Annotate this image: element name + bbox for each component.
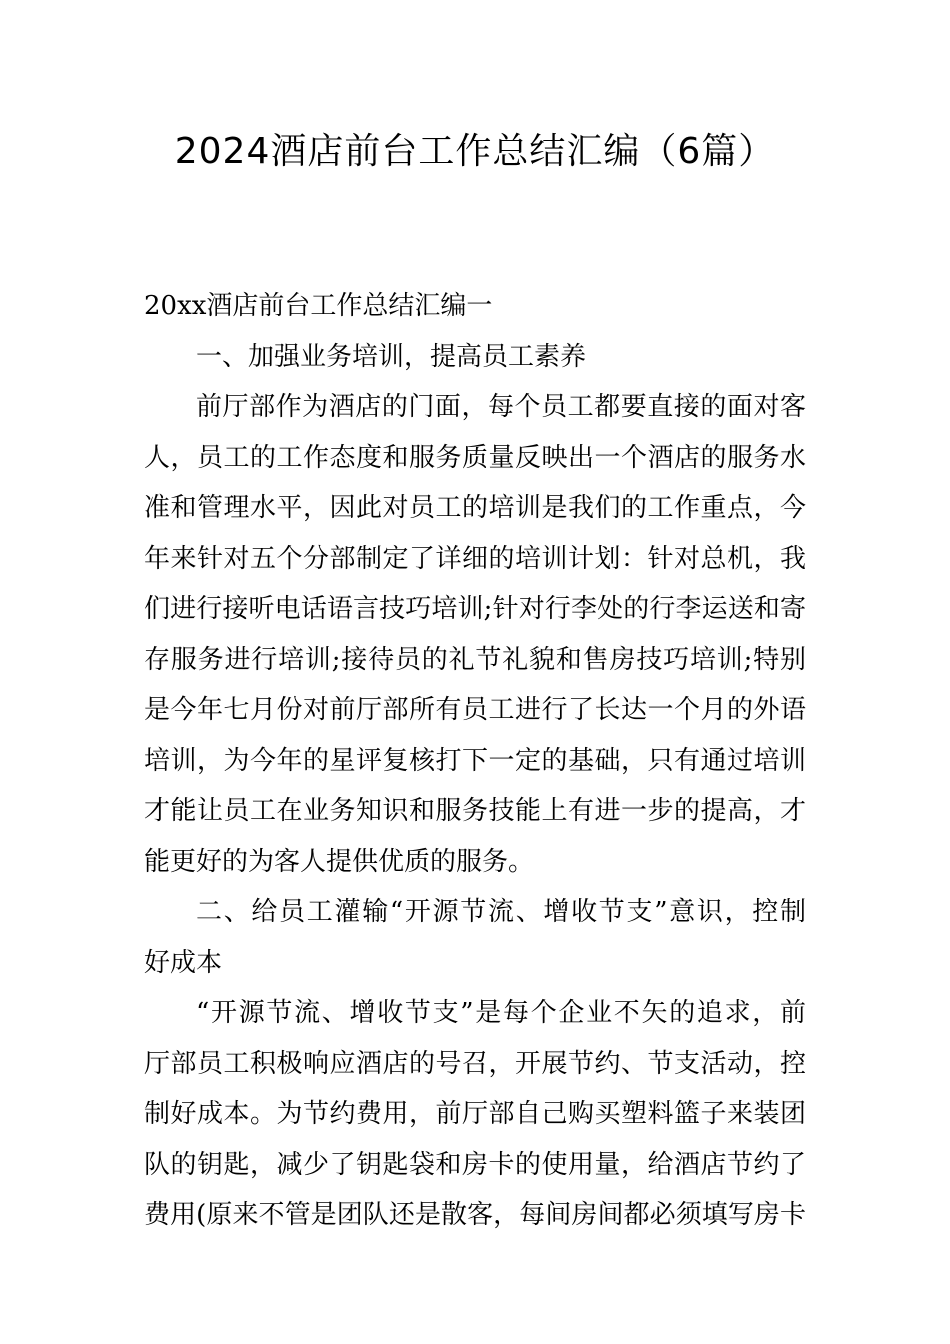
paragraph-line: 才能让员工在业务知识和服务技能上有进一步的提高，才: [144, 796, 806, 826]
paragraph-line: 是今年七月份对前厅部所有员工进行了长达一个月的外语: [144, 695, 806, 725]
paragraph-line: 准和管理水平，因此对员工的培训是我们的工作重点，今: [144, 493, 806, 523]
section-heading: 20xx酒店前台工作总结汇编一: [144, 291, 493, 321]
paragraph-line: 人，员工的工作态度和服务质量反映出一个酒店的服务水: [144, 442, 806, 473]
subheading-cost-line: 二、给员工灌输“开源节流、增收节支”意识，控制: [196, 897, 806, 927]
paragraph-line: 存服务进行培训;接待员的礼节礼貌和售房技巧培训;特别: [144, 644, 806, 675]
subheading-training: 一、加强业务培训，提高员工素养: [196, 341, 587, 372]
paragraph-line: 厅部员工积极响应酒店的号召，开展节约、节支活动，控: [144, 1048, 806, 1079]
document-title: 2024酒店前台工作总结汇编（6篇）: [174, 131, 776, 172]
paragraph-line: 费用(原来不管是团队还是散客，每间房间都必须填写房卡: [144, 1200, 806, 1230]
paragraph-line: “开源节流、增收节支”是每个企业不矢的追求，前: [196, 998, 806, 1028]
paragraph-line: 年来针对五个分部制定了详细的培训计划：针对总机，我: [144, 543, 806, 574]
subheading-cost-line: 好成本: [144, 947, 223, 978]
paragraph-line: 培训，为今年的星评复核打下一定的基础，只有通过培训: [144, 745, 806, 776]
paragraph-line: 能更好的为客人提供优质的服务。: [144, 846, 535, 877]
paragraph-line: 制好成本。为节约费用，前厅部自己购买塑料篮子来装团: [144, 1099, 806, 1129]
paragraph-line: 前厅部作为酒店的门面，每个员工都要直接的面对客: [196, 392, 806, 422]
document-body: [144, 281, 806, 1241]
paragraph-line: 们进行接听电话语言技巧培训;针对行李处的行李运送和寄: [144, 594, 806, 624]
paragraph-line: 队的钥匙，减少了钥匙袋和房卡的使用量，给酒店节约了: [144, 1149, 806, 1180]
